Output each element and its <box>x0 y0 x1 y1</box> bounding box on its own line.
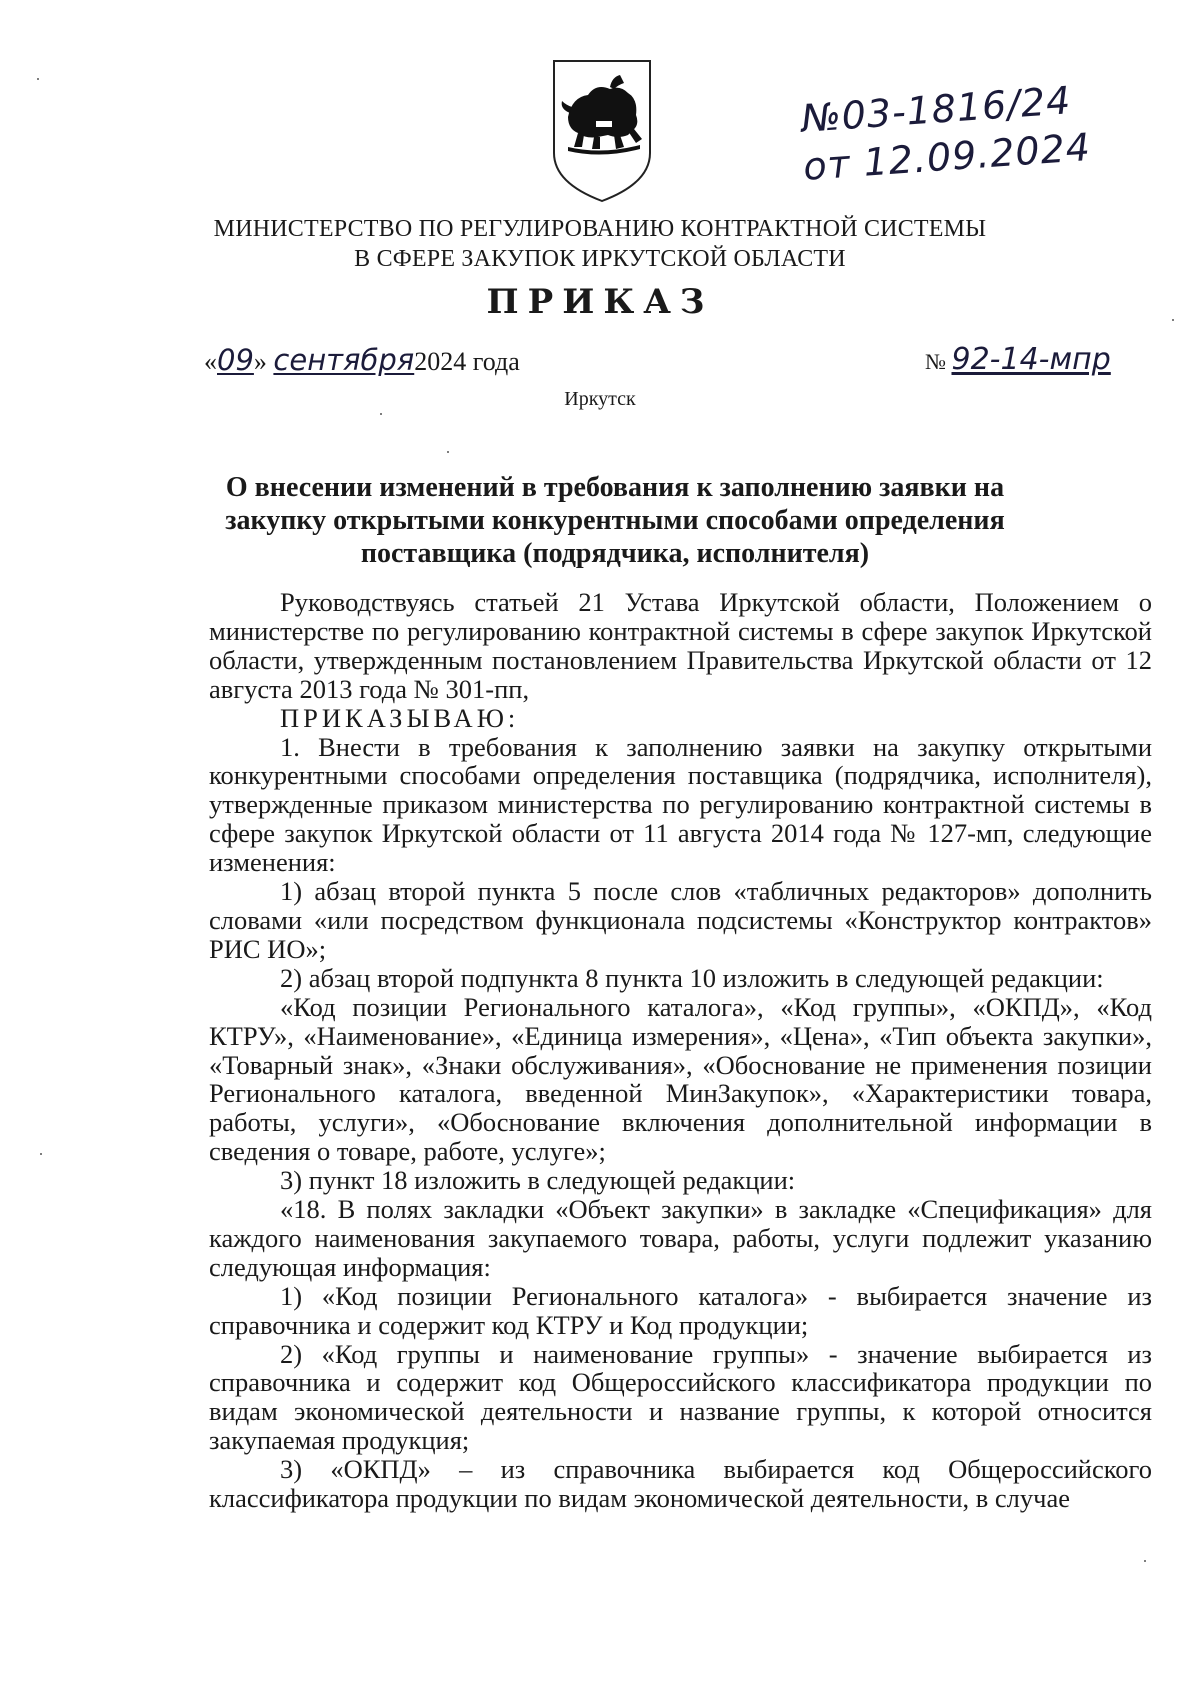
coat-of-arms-emblem <box>548 55 656 205</box>
ministry-name-line-1: МИНИСТЕРСТВО ПО РЕГУЛИРОВАНИЮ КОНТРАКТНОЙ СИСТЕМЫ <box>213 216 987 242</box>
body-paragraph-point-18-1: 1) «Код позиции Регионального каталога» - выбирается значение из справочника и содержит код КТРУ и Код продукции; <box>209 1280 1152 1340</box>
ministry-name-line-2: В СФЕРЕ ЗАКУПОК ИРКУТСКОЙ ОБЛАСТИ <box>354 246 846 272</box>
date-month-handwritten: сентября <box>273 343 415 377</box>
body-paragraph-subitem-1: 1) абзац второй пункта 5 после слов «табличных редакторов» дополнить словами «или посредством функционала подсистемы «Конструктор контрактов» РИС ИО»; <box>209 876 1152 964</box>
body-paragraph-field-list: «Код позиции Регионального каталога», «Код группы», «ОКПД», «Код КТРУ», «Наименование», «Единица измерения», «Цена», «Тип объекта закупки», «Товарный знак», «Знаки обслуживания», «Обоснование не применения позиции Регионального каталога, введенной МинЗакупок», «Характеристики товара, работы, услуги», «Обоснование включения дополнительной информации в сведения о товаре, работе, услуге»; <box>209 991 1152 1167</box>
body-paragraph-point-18-2: 2) «Код группы и наименование группы» - значение выбирается из справочника и содержит код Общероссийского классификатора продукции по видам экономической деятельности и название группы, к которой относится закупаемая продукция; <box>209 1338 1152 1456</box>
body-paragraph-item-1: 1. Внести в требования к заполнению заявки на закупку открытыми конкурентными способами определения поставщика (подрядчика, исполнителя), утвержденные приказом министерства по регулированию контрактной системы в сфере закупок Иркутской области от 11 августа 2014 года № 127-мп, следующие изменения: <box>209 731 1152 878</box>
scan-speck <box>37 78 39 80</box>
date-year-text: 2024 года <box>414 347 520 376</box>
handwritten-registration-date: от 12.09.2024 <box>801 124 1093 189</box>
scan-speck <box>1172 319 1174 321</box>
date-close-quote: » <box>253 347 267 376</box>
city-name: Иркутск <box>564 388 636 410</box>
number-prefix: № <box>925 349 946 374</box>
document-title: О внесении изменений в требования к заполнению заявки на закупку открытыми конкурентными способами определения поставщика (подрядчика, исполнителя) <box>225 472 1005 569</box>
date-open-quote: « <box>204 347 217 376</box>
scan-speck <box>40 1153 42 1155</box>
body-paragraph-subitem-2: 2) абзац второй подпункта 8 пункта 10 изложить в следующей редакции: <box>280 962 1104 993</box>
order-number-line <box>925 342 1111 380</box>
handwritten-registration-number: №03-1816/24 <box>799 78 1073 141</box>
scan-speck <box>380 413 382 415</box>
scan-speck <box>1144 1560 1146 1562</box>
scan-speck <box>447 451 449 453</box>
document-type-heading: ПРИКАЗ <box>486 282 714 322</box>
body-paragraph-preamble: Руководствуясь статьей 21 Устава Иркутской области, Положением о министерстве по регулированию контрактной системы в сфере закупок Иркутской области, утвержденным постановлением Правительства Иркутской области от 12 августа 2013 года № 301-пп, <box>209 587 1152 704</box>
body-paragraph-subitem-3: 3) пункт 18 изложить в следующей редакции: <box>280 1165 796 1196</box>
body-paragraph-order-word: ПРИКАЗЫВАЮ: <box>280 702 520 733</box>
body-paragraph-point-18-3: 3) «ОКПД» – из справочника выбирается код Общероссийского классификатора продукции по видам экономической деятельности, в случае <box>209 1454 1152 1514</box>
order-number-handwritten: 92-14-мпр <box>951 342 1111 377</box>
body-paragraph-point-18: «18. В полях закладки «Объект закупки» в закладке «Спецификация» для каждого наименования закупаемого товара, работы, услуги подлежит указанию следующая информация: <box>209 1194 1152 1282</box>
date-day-handwritten: 09 <box>217 343 254 377</box>
document-body <box>209 588 1152 1513</box>
order-date-line <box>204 342 520 380</box>
